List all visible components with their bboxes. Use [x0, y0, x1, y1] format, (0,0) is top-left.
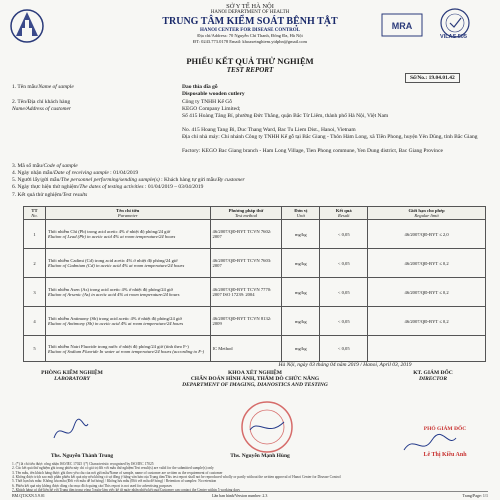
sample-name-vi: Dao thìa dĩa gỗ	[182, 84, 218, 90]
table-row	[24, 336, 486, 362]
director-title-en: DIRECTOR	[418, 376, 448, 382]
row-no: 1	[24, 220, 46, 249]
parameter-vi: Thôi nhiễm Antimony (Sb) trong acid acetic 4% ở nhiệt độ phòng/24 giờ	[47, 316, 182, 321]
report-number: Số/No.: 19.04.01.42	[405, 73, 460, 83]
customer-label-en: Name/Address of customer	[12, 105, 72, 112]
note-item: 6. Phiếu kết quả này không được dùng cho mục đích quảng cáo/This report is not used for advertising purposes	[12, 483, 172, 488]
row-no: 3	[24, 278, 46, 307]
col-limit-vi: Giới hạn cho phép	[408, 208, 445, 213]
dept-title	[140, 370, 370, 388]
col-header-limit	[368, 207, 486, 220]
col-unit-en: Unit	[296, 213, 305, 218]
title-vi: PHIẾU KẾT QUẢ THỬ NGHIỆM	[186, 56, 314, 66]
table-row	[24, 278, 486, 307]
title-en: TEST REPORT	[226, 66, 274, 74]
row-result: < 0,05	[320, 336, 368, 362]
customer-address-vi: Số 415 Hoàng Tăng Bí, phường Đức Thắng, quận Bắc Từ Liêm, thành phố Hà Nội, Việt Nam	[182, 113, 389, 119]
row-limit: 46/2007/QĐ-BYT ≤ 0,2	[368, 278, 486, 307]
parameter-en: Elution of Arsenic (As) in acetic acid 4% at room temperature/24 hours	[47, 292, 180, 297]
customer-label-vi: 2. Tên/Địa chỉ khách hàng	[12, 99, 71, 105]
performer-label: 5. Người lấy/gửi mẫu/	[12, 177, 61, 183]
signer-3: Lê Thị Kiều Anh	[423, 452, 467, 458]
note-item: 2. Các kết quả thử nghiệm ghi trong phiếu này chỉ có giá trị đối với mẫu thử nghiệm/Test result(s) are valid for the submitted sample(s) only	[12, 466, 214, 471]
factory-address-vi: Địa chỉ nhà máy: Chi nhánh Công ty TNHH Kế gỗ tại Bắc Giang - Thôn Hàm Long, xã Tiền Phong, huyện Yên Dũng, tỉnh Bắc Giang	[182, 134, 478, 140]
dept-title-en: DEPARTMENT OF IMAGING, DIANOSTICS AND TESTING	[182, 382, 328, 388]
col-parameter-vi: Tên chỉ tiêu	[116, 208, 140, 213]
testing-dates-value: : 01/04/2019 – 03/04/2019	[144, 184, 204, 190]
performer-label-en: The personnel performing/sending sample(s)	[60, 177, 160, 183]
row-limit: 46/2007/QĐ-BYT ≤ 2,0	[368, 220, 486, 249]
col-unit-vi: Đơn vị	[294, 208, 308, 213]
row-unit: mg/kg	[282, 278, 320, 307]
ministry-name: SỞ Y TẾ HÀ NỘI	[226, 3, 274, 10]
parameter-vi: Thôi nhiễm Natri Fluoride trong nước ở nhiệt độ phòng/24 giờ (tính theo F-)	[47, 343, 189, 349]
sample-name-label-en: Name of sample	[38, 84, 74, 90]
row-parameter	[45, 307, 210, 336]
results-table	[23, 206, 486, 362]
signoff-date: Hà Nội, ngày 03 tháng 04 năm 2019 / Hanoi, April 03, 2019	[278, 362, 412, 368]
col-header-unit	[282, 207, 320, 220]
col-no-en: No.	[31, 213, 38, 218]
form-code: BM.QT.KXN.5.9.01	[12, 493, 45, 498]
parameter-en: Elution of Antimony (Sb) in acetic acid 4% at room temperature/24 hours	[47, 321, 184, 326]
row-unit: mg/kg	[282, 307, 320, 336]
table-row	[24, 307, 486, 336]
director-title-vi: KT. GIÁM ĐỐC	[413, 370, 453, 376]
page-footer	[12, 491, 488, 498]
lab-title	[12, 370, 132, 382]
signature-left-icon	[50, 410, 90, 450]
testing-dates-label-en: The dates of testing activities	[79, 184, 144, 190]
row-parameter	[45, 220, 210, 249]
sample-code-label-en: Code of sample	[43, 163, 78, 169]
parameter-en: Elution of Lead (Pb) in acetic acid 4% at room temperature/24 hours	[47, 234, 176, 239]
center-contact: ĐT: 0243.773.0178 Email: khoaxetnghiem.ytdphn@gmail.com	[192, 38, 308, 44]
row-no: 5	[24, 336, 46, 362]
dept-title-vi: KHOA XÉT NGHIỆM	[228, 370, 282, 376]
row-method: IC Method	[210, 336, 282, 362]
results-label: 7. Kết quả thử nghiệm/	[12, 192, 63, 198]
row-no: 4	[24, 307, 46, 336]
center-address: Địa chỉ/Address: 70 Nguyễn Chí Thanh, Đống Đa, Hà Nội	[197, 33, 303, 39]
page-number: Trang/Page: 1/1	[462, 493, 488, 498]
col-header-parameter	[45, 207, 210, 220]
note-item: 3. Tên mẫu, tên khách hàng được ghi theo yêu cầu của nơi gửi mẫu/Name of sample, name of customer are written as the requirement of customer	[12, 470, 223, 475]
note-item: 5. Thời hạn lưu mẫu: Không lưu mẫu (Đối với mẫu dễ hư hỏng) / Không lưu mẫu (Đối với mẫu dễ hỏng) / Retention of samples: No retention	[12, 479, 217, 484]
factory-address-en: Factory: KEGO Bac Giang branch - Ham Long Village, Tien Phong commune, Yen Dung district, Bac Giang Province	[182, 148, 443, 154]
row-parameter	[45, 336, 210, 362]
sample-name-label	[12, 84, 172, 91]
note-item: 1. (*) là chỉ tiêu được công nhận ISO/IEC 17025 /(*) Characteristic recognized by ISO/IEC 17025	[12, 462, 154, 466]
parameter-en: Elution of Sodium Fluoride In water at room temperature/24 hours (according to F-)	[47, 348, 205, 354]
performer-value-en: By customer	[217, 177, 245, 183]
row-result: < 0,05	[320, 307, 368, 336]
customer-label	[12, 99, 172, 113]
received-label: 4. Ngày nhận mẫu/	[12, 170, 54, 176]
col-method-vi: Phương pháp thử	[228, 208, 264, 213]
row-no: 2	[24, 249, 46, 278]
signer-2: Ths. Nguyễn Mạnh Hùng	[230, 453, 290, 459]
lab-title-vi: PHÒNG KIỂM NGHIỆM	[41, 370, 103, 376]
row-limit	[368, 336, 486, 362]
row-method: 46/2007/QĐ-BYT TCVN 7602: 2007	[210, 220, 282, 249]
accreditation-badge-icon	[380, 6, 490, 46]
received-row	[12, 170, 138, 177]
row-result: < 0,05	[320, 249, 368, 278]
center-name-vi: TRUNG TÂM KIỂM SOÁT BỆNH TẬT	[162, 16, 338, 28]
version-number: Lần ban hành/Version number: 2.3	[212, 493, 268, 498]
col-result-en: Result	[338, 213, 350, 218]
parameter-vi: Thôi nhiễm Asen (As) trong acid acetic 4% ở nhiệt độ phòng/24 giờ	[47, 287, 173, 292]
director-title	[378, 370, 488, 382]
row-unit: mg/kg	[282, 220, 320, 249]
row-method: 46/2007/QĐ-BYT TCVN 7770: 2007 ISO 17239: 2004	[210, 278, 282, 307]
row-method: 46/2007/QĐ-BYT TCVN 8132: 2009	[210, 307, 282, 336]
parameter-vi: Thôi nhiễm Cadimi (Cd) trong acid acetic 4% ở nhiệt độ phòng/24 giờ	[47, 258, 178, 263]
row-parameter	[45, 278, 210, 307]
table-header-row	[24, 207, 486, 220]
col-limit-en: Regular limit	[414, 213, 439, 218]
report-title	[0, 56, 500, 74]
customer-name-vi: Công ty TNHH Kế Gỗ	[182, 99, 233, 105]
sample-name-label-vi: 1. Tên mẫu/	[12, 84, 39, 90]
customer-address-en: No. 415 Hoang Tang Bi, Duc Thang Ward, Bac Tu Liem Dist., Hanoi, Vietnam	[182, 127, 356, 133]
testing-dates-label: 6. Ngày thực hiện thử nghiệm/	[12, 184, 80, 190]
center-name-en: HANOI CENTER FOR DISEASE CONTROL	[199, 27, 301, 33]
note-item: 7. Khách hàng có thể liên hệ với Trung tâm trong vòng 5 ngày làm việc kể từ ngày nhận phiếu kết quả/Customer can contact the Center within 5 working days	[12, 487, 240, 492]
vice-director-title: PHÓ GIÁM ĐỐC	[423, 426, 467, 432]
dept-title-vi2: CHẨN ĐOÁN HÌNH ẢNH, THĂM DÒ CHỨC NĂNG	[190, 376, 320, 382]
vilas-label: VILAS 505	[440, 34, 467, 40]
received-value: : 01/04/2019	[110, 170, 139, 176]
col-result-vi: Kết quả	[335, 208, 352, 213]
sample-name-en: Disposable wooden cutlery	[182, 91, 245, 97]
row-limit: 46/2007/QĐ-BYT ≤ 0,2	[368, 249, 486, 278]
sample-code-row	[12, 163, 78, 170]
row-parameter	[45, 249, 210, 278]
row-result: < 0,05	[320, 278, 368, 307]
svg-text:MRA: MRA	[391, 21, 413, 31]
customer-name-en: KEGO Company Limited;	[182, 106, 241, 112]
performer-value: : Khách hàng tự gửi mẫu/	[161, 177, 218, 183]
col-header-result	[320, 207, 368, 220]
table-row	[24, 249, 486, 278]
testing-dates-row	[12, 184, 203, 191]
col-header-no	[24, 207, 46, 220]
row-unit: mg/kg	[282, 249, 320, 278]
row-unit: mg/kg	[282, 336, 320, 362]
parameter-vi: Thôi nhiễm Chì (Pb) trong acid acetic 4% ở nhiệt độ phòng/24 giờ	[47, 229, 171, 234]
parameter-en: Elution of Cadmium (Cd) in acetic acid 4% at room temperature/24 hours	[47, 263, 185, 268]
signer-1: Ths. Nguyễn Thành Trung	[50, 453, 114, 459]
row-result: < 0,05	[320, 220, 368, 249]
table-row	[24, 220, 486, 249]
lab-title-en: LABORATORY	[54, 376, 90, 382]
col-header-method	[210, 207, 282, 220]
results-heading	[12, 192, 87, 199]
received-label-en: Date of receiving sample	[53, 170, 109, 176]
results-label-en: Test results	[62, 192, 88, 198]
dept-name-en: HANOI DEPARTMENT OF HEALTH	[210, 10, 290, 16]
col-parameter-en: Parameter	[117, 213, 138, 218]
performer-row	[12, 177, 245, 184]
sample-code-label: 3. Mã số mẫu/	[12, 163, 44, 169]
row-method: 46/2007/QĐ-BYT TCVN 7603: 2007	[210, 249, 282, 278]
row-limit: 46/2007/QĐ-BYT ≤ 0,2	[368, 307, 486, 336]
notes-section	[12, 462, 488, 492]
note-item: 4. Không được trích sao một phần phiếu kết quả này nếu không có sự đồng ý bằng văn bản của Trung tâm/This test report shall not be reproduced wholly or partly without the written approval of Hanoi Center for Disease Control	[12, 474, 341, 479]
col-method-en: Test method	[235, 213, 257, 218]
official-stamp-icon	[240, 400, 294, 454]
col-no-vi: TT	[31, 208, 38, 213]
